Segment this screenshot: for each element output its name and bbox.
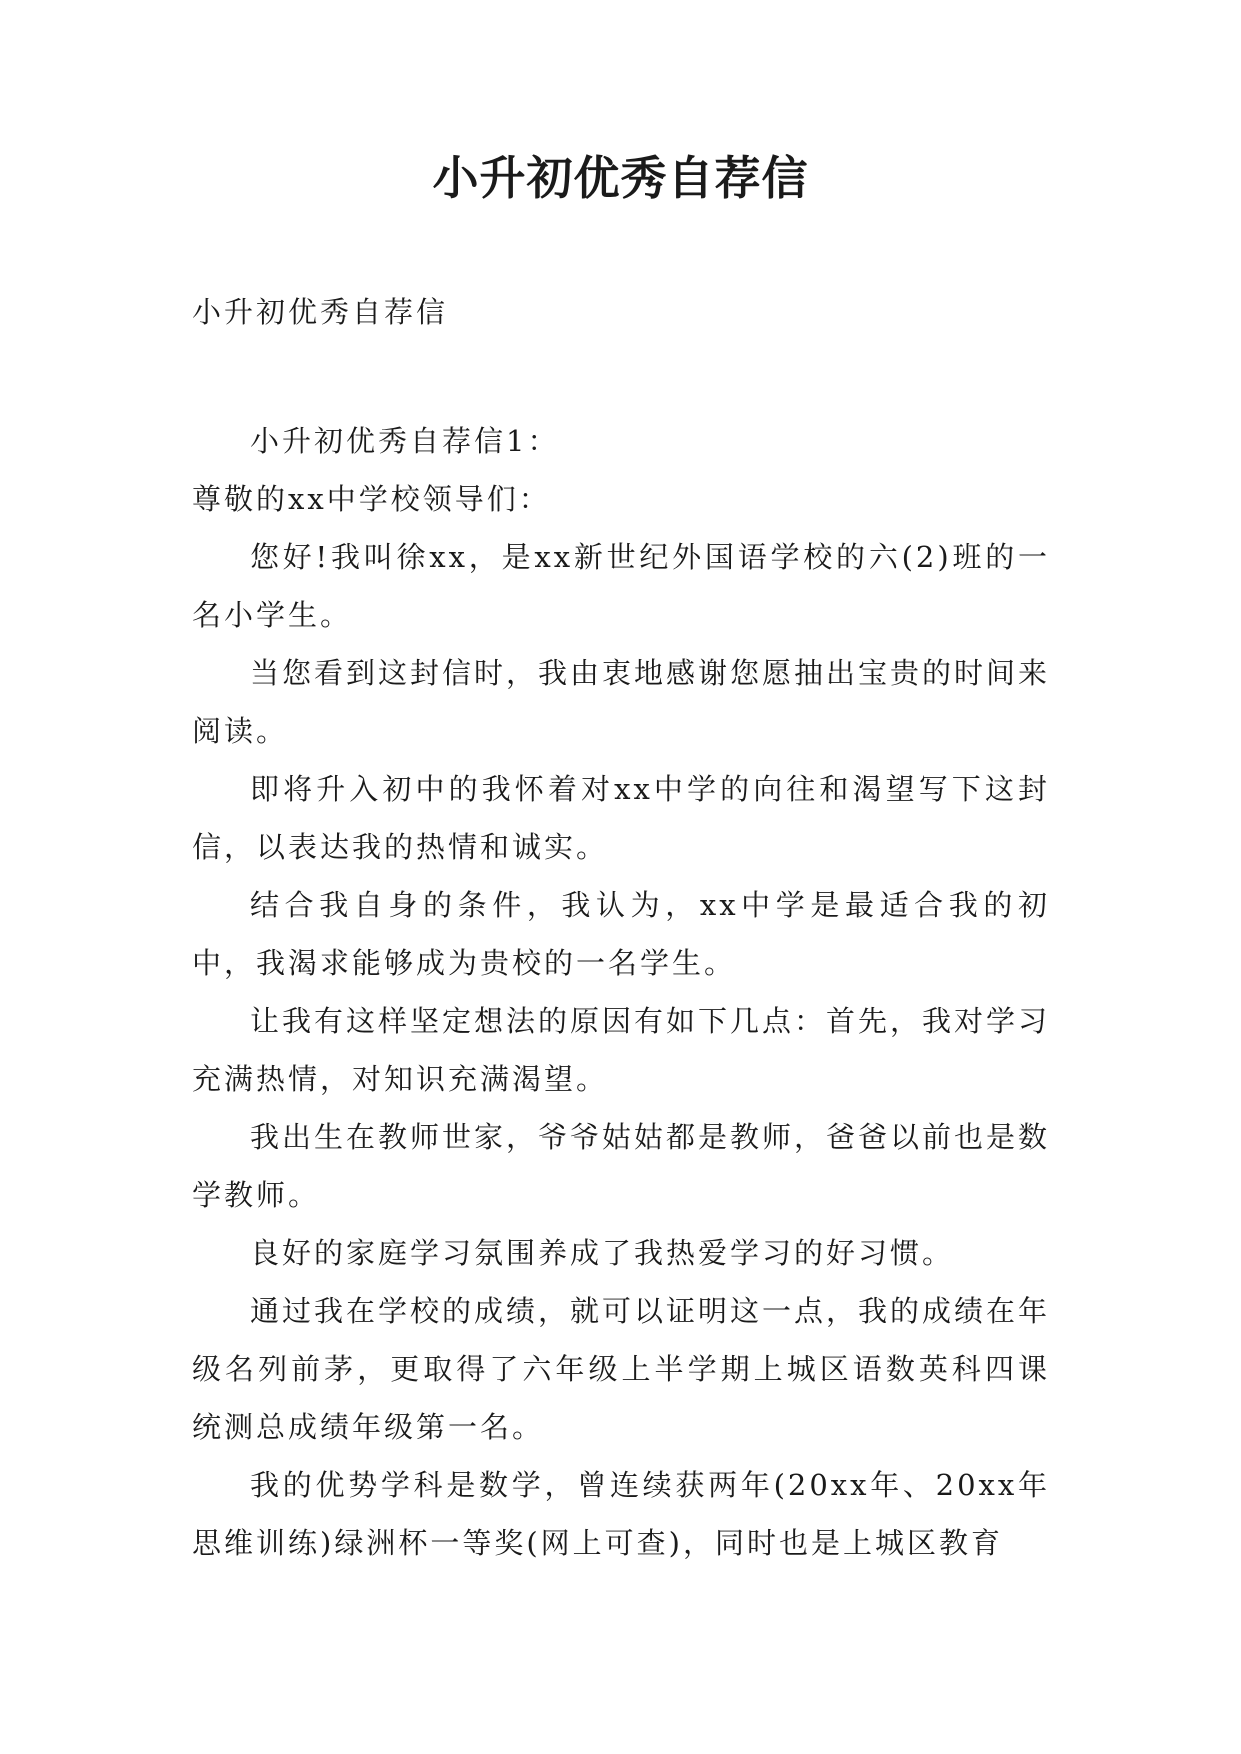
paragraph: 我的优势学科是数学，曾连续获两年(20xx年、20xx年思维训练)绿洲杯一等奖(网上可查)，同时也是上城区教育 xyxy=(192,1468,1050,1560)
letter-body xyxy=(192,412,1050,1572)
letter-salutation: 尊敬的xx中学校领导们： xyxy=(192,482,551,516)
paragraph: 即将升入初中的我怀着对xx中学的向往和渴望写下这封信，以表达我的热情和诚实。 xyxy=(192,772,1050,864)
paragraph: 通过我在学校的成绩，就可以证明这一点，我的成绩在年级名列前茅，更取得了六年级上半学期上城区语数英科四课统测总成绩年级第一名。 xyxy=(192,1294,1051,1444)
paragraph: 良好的家庭学习氛围养成了我热爱学习的好习惯。 xyxy=(250,1236,955,1270)
paragraph: 结合我自身的条件，我认为，xx中学是最适合我的初中，我渴求能够成为贵校的一名学生。 xyxy=(192,888,1050,980)
document-subtitle: 小升初优秀自荐信 xyxy=(192,295,449,329)
letter-heading: 小升初优秀自荐信1： xyxy=(250,424,560,458)
paragraph: 当您看到这封信时，我由衷地感谢您愿抽出宝贵的时间来阅读。 xyxy=(192,656,1051,748)
paragraph: 您好!我叫徐xx，是xx新世纪外国语学校的六(2)班的一名小学生。 xyxy=(192,540,1050,632)
paragraph: 让我有这样坚定想法的原因有如下几点：首先，我对学习充满热情，对知识充满渴望。 xyxy=(192,1004,1051,1096)
paragraph: 我出生在教师世家，爷爷姑姑都是教师，爸爸以前也是数学教师。 xyxy=(192,1120,1051,1212)
document-title: 小升初优秀自荐信 xyxy=(432,151,809,205)
